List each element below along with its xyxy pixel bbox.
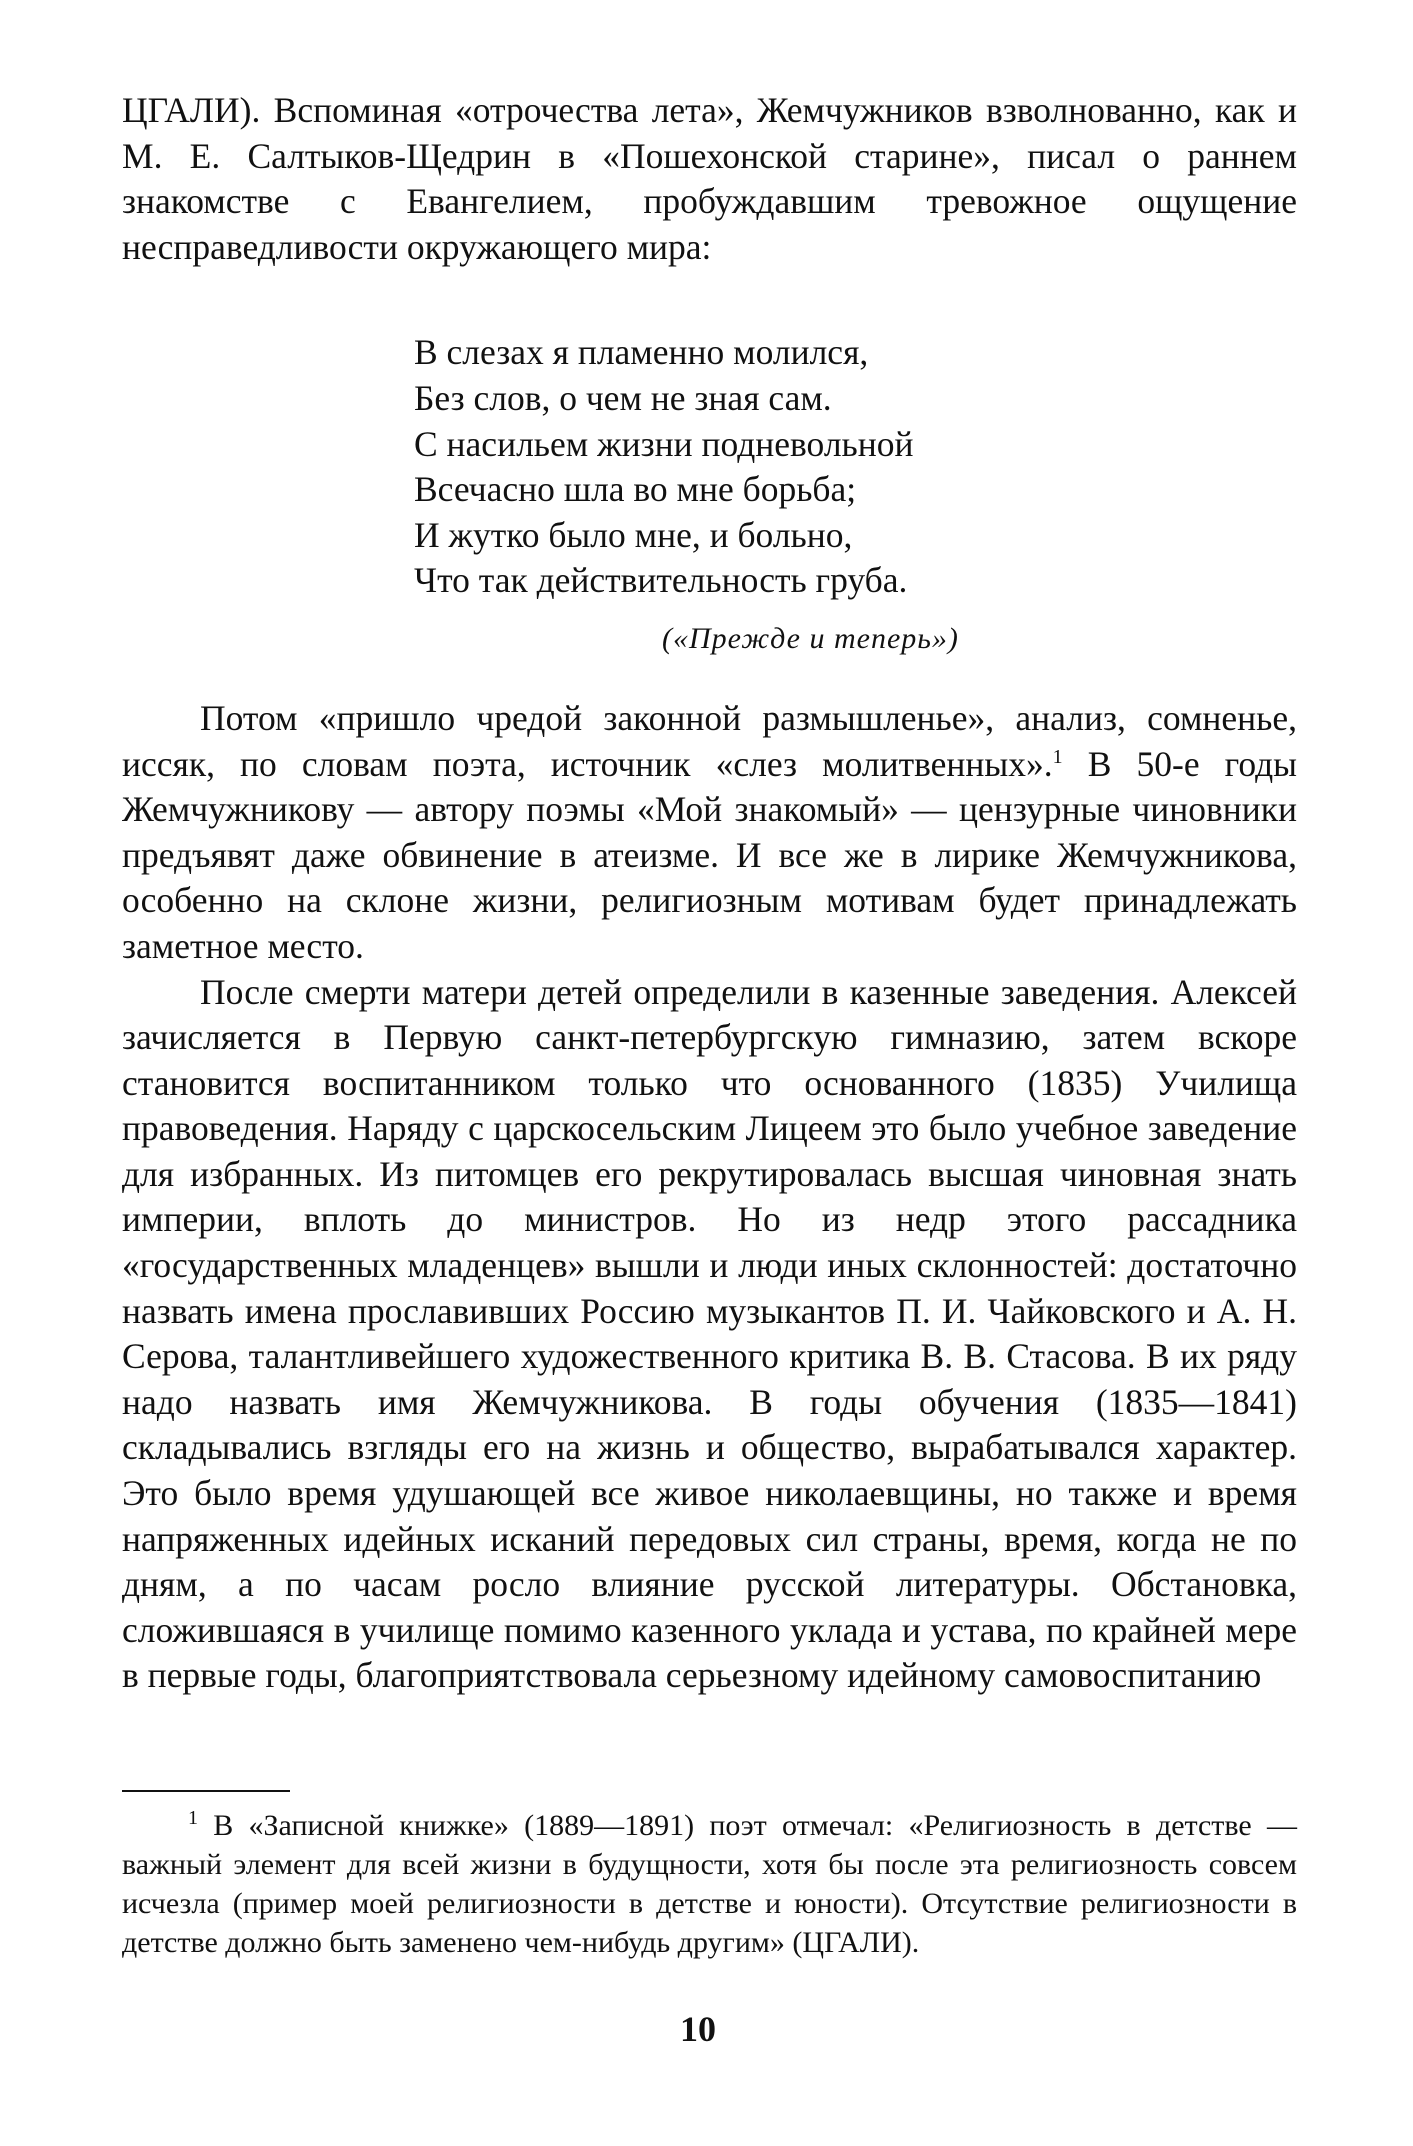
page-body: [122, 88, 1297, 1699]
poem-line: И жутко было мне, и больно,: [414, 514, 853, 555]
paragraph-main: После смерти матери детей определили в казенные заведения. Алексей зачисляется в Первую санкт-петербургскую гимназию, затем вскоре становится воспитанником только что основанного (1835) Училища правоведения. Наряду с царскосельским Лицеем это было учебное заведение для избранных. Из питомцев его рекрутировалась высшая чиновная знать империи, вплоть до министров. Но из недр этого рассадника «государственных младенцев» вышли и люди иных склонностей: достаточно назвать имена прославивших Россию музыкантов П. И. Чайковского и А. Н. Серова, талантливейшего художественного критика В. В. Стасова. В их ряду надо назвать имя Жемчужникова. В годы обучения (1835—1841) складывались взгляды его на жизнь и общество, вырабатывался характер. Это было время удушающей все живое николаевщины, но также и время напряженных идейных исканий передовых сил страны, время, когда не по дням, а по часам росло влияние русской литературы. Обстановка, сложившаяся в училище помимо казенного уклада и устава, по крайней мере в первые годы, благоприятствовала серьезному идейному самовоспитанию: [122, 971, 1297, 1696]
poem-line: С насильем жизни подневольной: [414, 423, 914, 464]
footnote: [122, 1806, 1297, 1962]
paragraph-intro: ЦГАЛИ). Вспоминая «отрочества лета», Жемчужников взволнованно, как и М. Е. Салтыков-Щедрин в «Пошехонской старине», писал о раннем знакомстве с Евангелием, пробуждавшим тревожное ощущение несправедливости окружающего мира:: [122, 90, 1297, 267]
poem-line: Всечасно шла во мне борьба;: [414, 469, 857, 510]
poem-quote: [414, 330, 1297, 604]
poem-line: Без слов, о чем не зная сам.: [414, 377, 832, 418]
footnote-reference[interactable]: 1: [1052, 745, 1063, 768]
paragraph-text: Потом «пришло чредой законной размышленье», анализ, сомненье, иссяк, по словам поэта, источник «слез молитвенных».: [122, 697, 1297, 784]
footnote-divider: [122, 1790, 290, 1792]
paragraph-text-continued: В 50-е годы Жемчужникову — автору поэмы «Мой знакомый» — цензурные чиновники предъявят даже обвинение в атеизме. И все же в лирике Жемчужникова, особенно на склоне жизни, религиозным мотивам будет принадлежать заметное место.: [122, 743, 1297, 966]
footnote-mark: 1: [188, 1807, 198, 1829]
paragraph-after-poem: [122, 696, 1297, 970]
poem-line: Что так действительность груба.: [414, 560, 908, 601]
poem-line: В слезах я пламенно молился,: [414, 332, 869, 373]
footnote-text: В «Записной книжке» (1889—1891) поэт отмечал: «Религиозность в детстве — важный элемент для всей жизни в будущности, хотя бы после эта религиозность совсем исчезла (пример моей религиозности в детстве и юности). Отсутствие религиозности в детстве должно быть заменено чем-нибудь другим» (ЦГАЛИ).: [122, 1809, 1297, 1959]
page-number: 10: [680, 2009, 716, 2049]
poem-source: («Прежде и теперь»): [662, 621, 959, 655]
